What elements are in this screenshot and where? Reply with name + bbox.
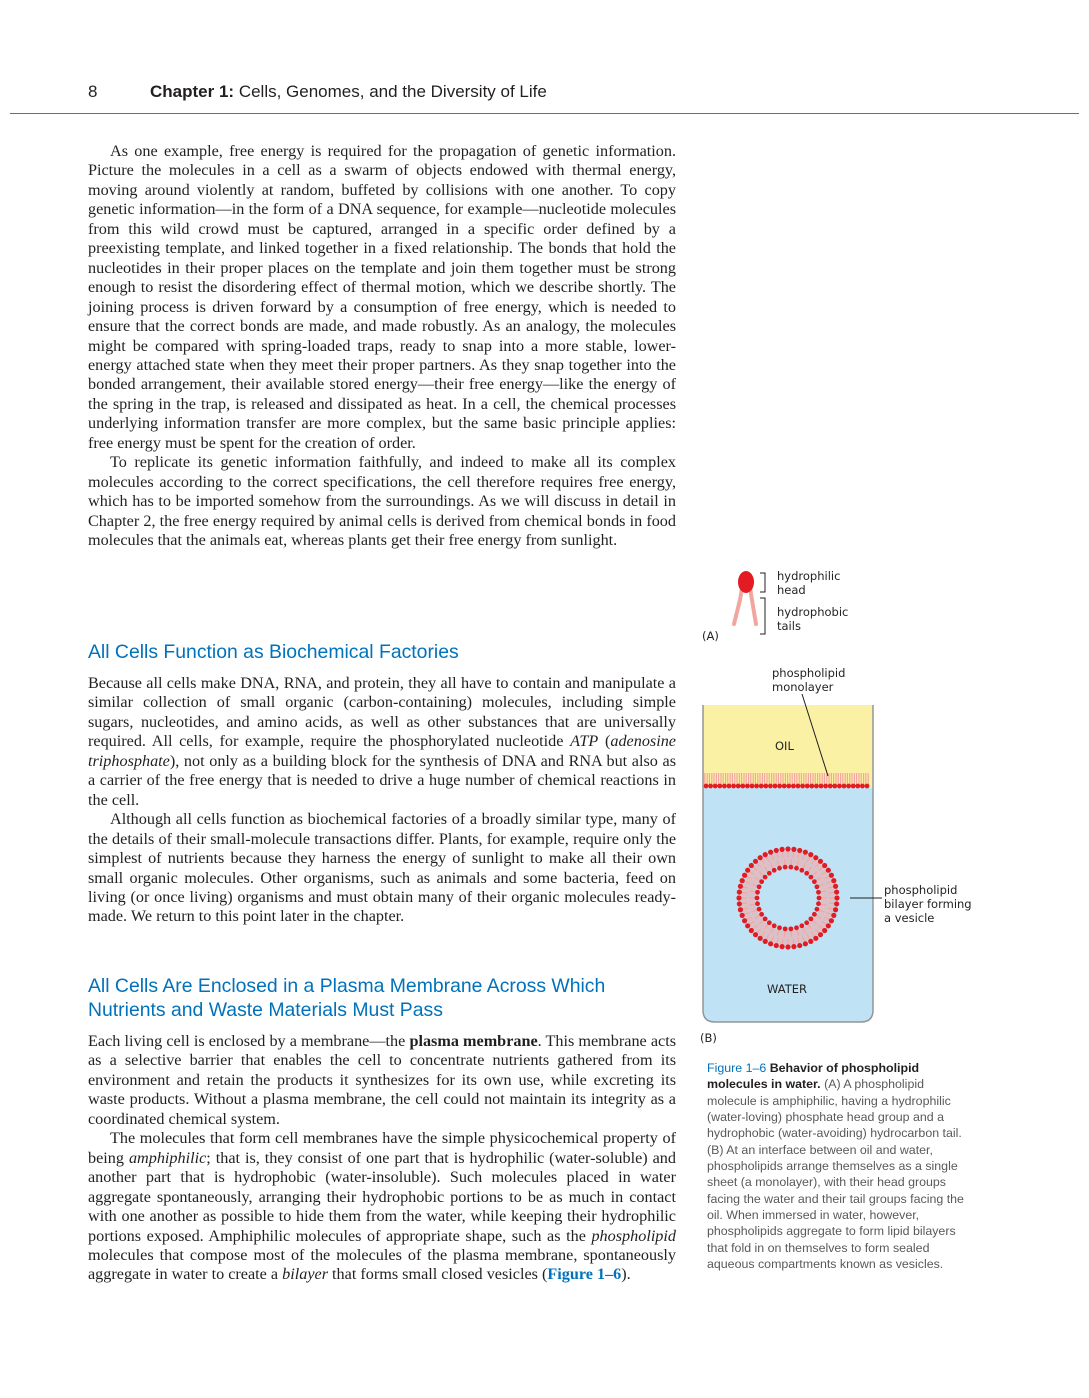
figure-reference-link[interactable]: Figure 1–6: [547, 1265, 622, 1284]
bracket-lines: [760, 573, 765, 634]
chapter-name: Cells, Genomes, and the Diversity of Life: [238, 82, 547, 101]
water-label: WATER: [767, 982, 807, 996]
head-label: head: [777, 583, 806, 597]
paragraph: As one example, free energy is required for the propagation of genetic information. Picture the molecules in a cell as a swarm of objects endowed with thermal energy, moving around violently at random, buffeted by collisions with one another. To copy genetic information—in the form of a DNA sequence, for example—nucleotide molecules from this wild crowd must be captured, arranged in a specific order defined by a preexisting template, and linked together in a fixed relationship. The bonds that hold the nucleotides in their proper places on the template and join them together must be strong enough to resist the disordering effect of thermal motion, which we describe shortly. The joining process is driven forward by a consumption of free energy, which is needed to ensure that the correct bonds are made, and made robustly. As an analogy, the molecules might be compared with spring-loaded traps, ready to snap into a more stable, lower-energy attached state when they meet their proper partners. As they snap together into the bonded arrangement, their available stored energy—their free energy—like the energy of the spring in the trap, is released and dissipated as heat. In a cell, the chemical processes underlying information transfer are more complex, but the same basic principle applies: free energy must be spent for the creation of order.: [88, 142, 676, 452]
hydrophilic-label: hydrophilic: [777, 569, 841, 583]
section-heading-line: All Cells Are Enclosed in a Plasma Membrane Across Which: [88, 975, 606, 997]
vesicle-label: a vesicle: [884, 911, 935, 925]
term-atp-full: adenosine triphosphate: [88, 732, 676, 770]
section-heading-line: Nutrients and Waste Materials Must Pass: [88, 999, 443, 1021]
paragraph: Although all cells function as biochemical factories of a broadly similar type, many of the details of their small-molecule transactions differ. Plants, for example, require only the simplest of nutrients because they harness the energy of sunlight to make all their own small organic molecules. Other organisms, such as animals and some bacteria, feed on living (or once living) organisms and must obtain many of their organic molecules ready-made. We return to this point later in the chapter.: [88, 810, 676, 926]
caption-number: Figure 1–6: [707, 1061, 767, 1075]
vesicle-label: bilayer forming: [884, 897, 972, 911]
panel-b-label: (B): [700, 1031, 717, 1045]
term-amphiphilic: amphiphilic: [128, 1148, 207, 1167]
section-plasma-membrane: [88, 1032, 676, 1285]
tails-label: tails: [777, 619, 801, 633]
caption-text: (A) A phospholipid molecule is amphiphilic, having a hydrophilic (water-loving) phosphate head group and a hydrophobic (water-avoiding) hydrocarbon tail. (B) At an interface between oil and water, phospholipids arrange themselves as a single sheet (a monolayer), with their head groups facing the water and their tail groups facing the oil. When immersed in water, however, phospholipids aggregate to form lipid bilayers that fold in on themselves to form sealed aqueous compartments known as vesicles.: [707, 1077, 964, 1272]
panel-a-label: (A): [702, 629, 719, 643]
figure-caption: [707, 1060, 967, 1272]
monolayer-label: monolayer: [772, 680, 834, 694]
term-atp: ATP: [570, 732, 599, 751]
paragraph: Because all cells make DNA, RNA, and protein, they all have to contain and manipulate a similar collection of small organic (carbon-containing) molecules, including simple sugars, nucleotides, and amino acids, as well as other substances that are universally required. All cells, for example, require the phosphorylated nucleotide ATP (adenosine triphosphate), not only as a building block for the synthesis of DNA and RNA but also as a carrier of the free energy that is needed to drive a huge number of chemical reactions in the cell.: [88, 674, 676, 809]
term-plasma-membrane: plasma membrane: [409, 1032, 538, 1050]
phospholipid-molecule-icon: [734, 571, 756, 624]
oil-label: OIL: [775, 739, 794, 753]
term-phospholipid: phospholipid: [591, 1226, 676, 1245]
term-bilayer: bilayer: [282, 1265, 328, 1284]
section-heading: [88, 974, 688, 1022]
section-heading: All Cells Function as Biochemical Factories: [88, 641, 459, 663]
section-biochemical-factories: [88, 674, 676, 927]
vesicle-label: phospholipid: [884, 883, 958, 897]
chapter-label: Chapter 1:: [150, 82, 235, 101]
chapter-title: [150, 82, 547, 102]
paragraph: Each living cell is enclosed by a membrane—the plasma membrane. This membrane acts as a selective barrier that enables the cell to concentrate nutrients gathered from its environment and retain the products it synthesizes for its own use, while excreting its waste products. Without a plasma membrane, the cell could not maintain its integrity as a coordinated chemical system.: [88, 1032, 676, 1128]
hydrophobic-label: hydrophobic: [777, 605, 849, 619]
phospholipid-diagram: [690, 560, 1085, 1040]
figure-1-6: [690, 560, 1085, 1045]
section-free-energy: [88, 142, 676, 551]
paragraph: To replicate its genetic information faithfully, and indeed to make all its complex molecules according to the correct specifications, the cell therefore requires free energy, which has to be imported somehow from the surroundings. As we will discuss in detail in Chapter 2, the free energy required by animal cells is derived from chemical bonds in food molecules that the animals eat, whereas plants get their free energy from sunlight.: [88, 453, 676, 550]
caption-title: Behavior of phospholipid molecules in water.: [707, 1061, 920, 1092]
paragraph: The molecules that form cell membranes have the simple physicochemical property of being amphiphilic; that is, they consist of one part that is hydrophilic (water-soluble) and another part that is hydrophobic (water-insoluble). Such molecules placed in water aggregate spontaneously, arranging their hydrophobic portions to be as much in contact with one another as possible to hide them from the water, while keeping their hydrophilic portions exposed. Amphiphilic molecules of appropriate shape, such as the phospholipid molecules that compose most of the molecules of the plasma membrane, spontaneously aggregate in water to create a bilayer that forms small closed vesicles (Figure 1–6).: [88, 1129, 676, 1284]
monolayer-label: phospholipid: [772, 666, 846, 680]
page-number: 8: [88, 82, 98, 101]
header-rule: [10, 113, 1079, 114]
